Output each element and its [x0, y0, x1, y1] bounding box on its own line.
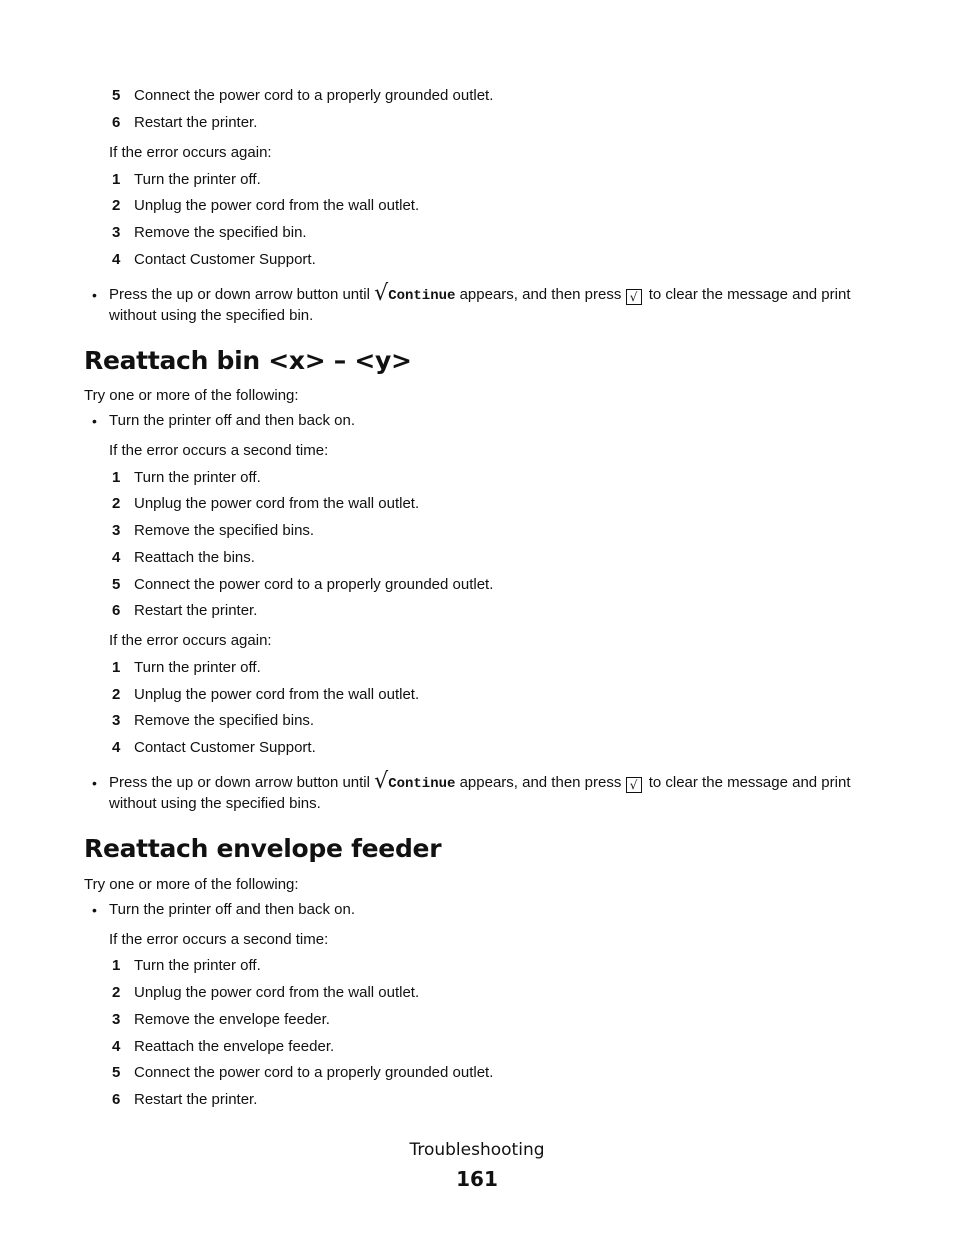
code-continue: Continue	[388, 776, 456, 792]
step-item: 1 Turn the printer off.	[112, 469, 261, 486]
bullet-item: • Press the up or down arrow button until √Continue appears, and then press √ to clear the message and print without using the specified bins.	[109, 773, 879, 814]
step-item: 3 Remove the specified bin.	[112, 224, 307, 241]
footer-chapter: Troubleshooting	[409, 1140, 545, 1160]
step-item: 4 Reattach the envelope feeder.	[112, 1038, 335, 1055]
intro-text: Try one or more of the following:	[84, 387, 299, 404]
step-item: 6 Restart the printer.	[112, 1091, 258, 1108]
step-item: 1 Turn the printer off.	[112, 171, 261, 188]
step-item: 2 Unplug the power cord from the wall outlet.	[112, 197, 420, 214]
step-item: 1 Turn the printer off.	[112, 659, 261, 676]
step-item: 4 Contact Customer Support.	[112, 739, 316, 756]
step-item: 2 Unplug the power cord from the wall outlet.	[112, 984, 420, 1001]
step-item: 4 Contact Customer Support.	[112, 251, 316, 268]
second-time-label: If the error occurs a second time:	[109, 931, 329, 948]
select-button-icon: √	[626, 777, 642, 793]
check-mark-icon: √	[374, 281, 389, 306]
code-continue: Continue	[388, 288, 456, 304]
step-item: 6 Restart the printer.	[112, 602, 258, 619]
section-heading: Reattach bin <x> – <y>	[84, 346, 412, 375]
second-time-label: If the error occurs a second time:	[109, 442, 329, 459]
step-item: 6 Restart the printer.	[112, 114, 258, 131]
again-label: If the error occurs again:	[109, 144, 272, 161]
step-item: 5 Connect the power cord to a properly grounded outlet.	[112, 1064, 494, 1081]
step-item: 3 Remove the envelope feeder.	[112, 1011, 330, 1028]
step-item: 2 Unplug the power cord from the wall outlet.	[112, 495, 420, 512]
intro-text: Try one or more of the following:	[84, 876, 299, 893]
check-mark-icon: √	[374, 769, 389, 794]
step-item: 1 Turn the printer off.	[112, 957, 261, 974]
step-item: 4 Reattach the bins.	[112, 549, 255, 566]
bullet-item: • Turn the printer off and then back on.	[109, 411, 879, 431]
page-number: 161	[456, 1167, 498, 1191]
select-button-icon: √	[626, 289, 642, 305]
step-item: 2 Unplug the power cord from the wall outlet.	[112, 686, 420, 703]
section-heading: Reattach envelope feeder	[84, 834, 442, 863]
again-label: If the error occurs again:	[109, 632, 272, 649]
step-item: 3 Remove the specified bins.	[112, 712, 315, 729]
bullet-item: • Press the up or down arrow button until √Continue appears, and then press √ to clear the message and print without using the specified bin.	[109, 285, 879, 326]
step-item: 5 Connect the power cord to a properly grounded outlet.	[112, 576, 494, 593]
bullet-item: • Turn the printer off and then back on.	[109, 900, 879, 920]
step-item: 5 Connect the power cord to a properly grounded outlet.	[112, 87, 494, 104]
step-item: 3 Remove the specified bins.	[112, 522, 315, 539]
